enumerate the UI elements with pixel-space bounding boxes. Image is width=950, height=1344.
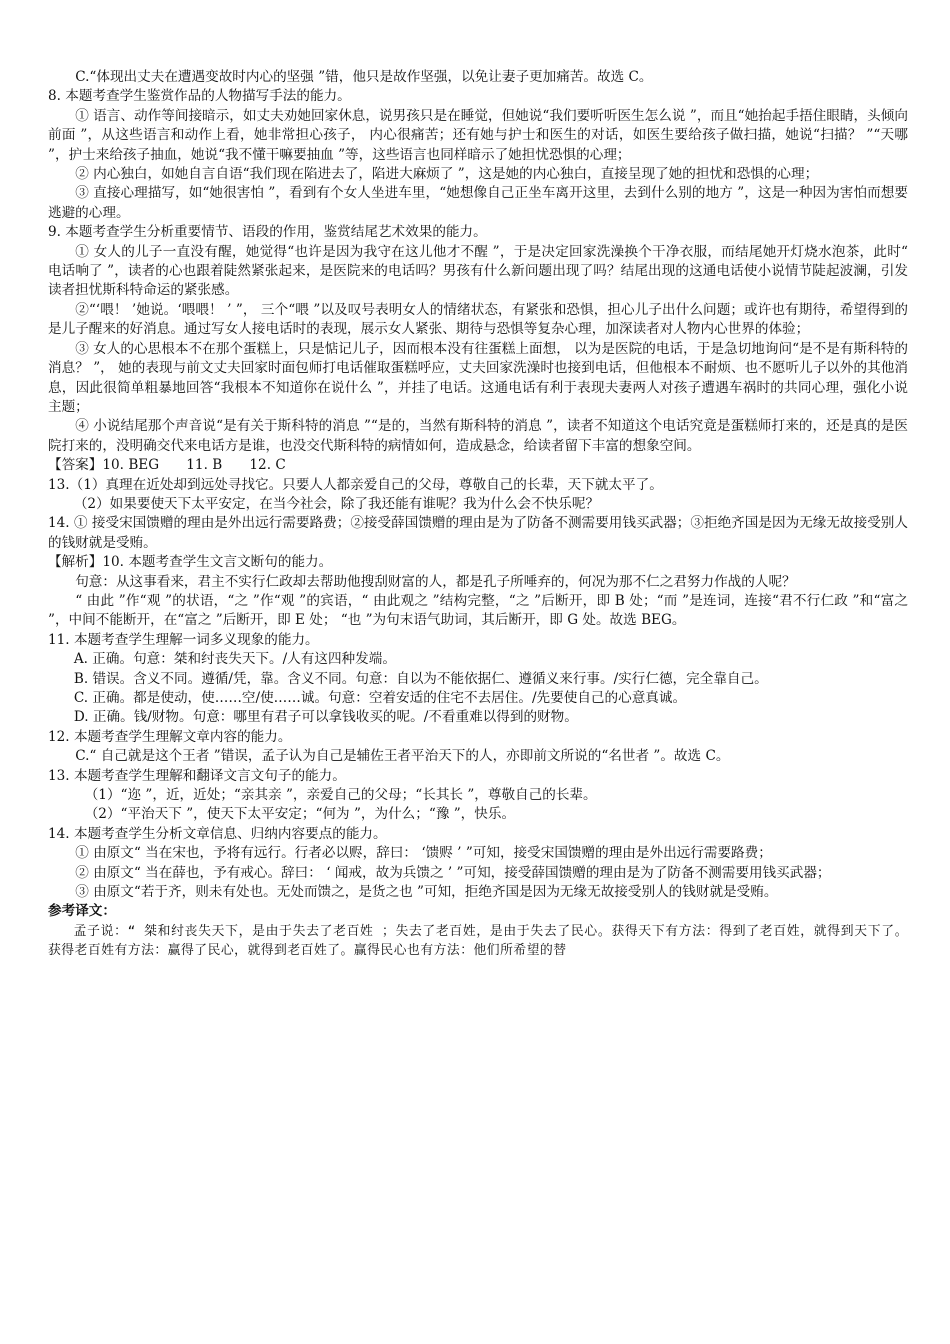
translation-text: 孟子说：“ 桀和纣丧失天下，是由于失去了老百姓 ；失去了老百姓，是由于失去了民心。获得天下有方法：得到了老百姓，就得到天下了。获得老百姓有方法：赢得了民心，就得到老百姓了。赢得民心也有方法：他们所希望的替 bbox=[48, 923, 908, 958]
answer-key-10-12: 【答案】10. BEG 11. B 12. C bbox=[48, 457, 286, 474]
answer-14: 14. ① 接受宋国馈赠的理由是外出远行需要路费；②接受薛国馈赠的理由是为了防备不测需要用钱买武器；③拒绝齐国是因为无缘无故接受别人的钱财就是受贿。 bbox=[48, 515, 908, 551]
answer-13-1: 13.（1）真理在近处却到远处寻找它。只要人人都亲爱自己的父母，尊敬自己的长辈，天下就太平了。 bbox=[48, 476, 663, 493]
q9-point-3: ③ 女人的心思根本不在那个蛋糕上，只是惦记儿子，因而根本没有往蛋糕上面想， 以为是医院的电话，于是急切地询问“是不是有斯科特的消息？ ”， 她的表现与前文丈夫回家时面包师打电话催取蛋糕呼应，丈夫回家洗澡时也接到电话，但他根本不耐烦、也不愿听儿子以外的其他消息，因此很简单粗暴地回答“我根本不知道你在说什么 ”，并挂了电话。这通电话有利于表现夫妻两人对孩子遭遇车祸时的共同心理，强化小说主题； bbox=[48, 340, 908, 415]
analysis-14-point-3: ③ 由原文“若于齐，则未有处也。无处而馈之，是货之也 ”可知，拒绝齐国是因为无缘无故接受别人的钱财就是受贿。 bbox=[75, 884, 778, 901]
analysis-14-point-2: ② 由原文“ 当在薛也，予有戒心。辞曰： ‘ 闻戒，故为兵馈之 ’ ”可知，接受薛国馈赠的理由是为了防备不测需要用钱买武器； bbox=[75, 864, 831, 881]
analysis-11-option-c: C. 正确。都是使动，使……空/使……诚。句意：空着安适的住宅不去居住。/先要使自己的心意真诚。 bbox=[73, 690, 687, 706]
analysis-13-1: （1）“迩 ”，近，近处；“亲其亲 ”，亲爱自己的父母；“长其长 ”，尊敬自己的长辈。 bbox=[84, 787, 597, 804]
q9-point-1: ① 女人的儿子一直没有醒，她觉得“也许是因为我守在这儿他才不醒 ”，于是决定回家洗澡换个干净衣服，而结尾她开灯烧水泡茶，此时“ 电话响了 ”，读者的心也跟着陡然紧张起来，是医院来的电话吗？男孩有什么新问题出现了吗？结尾出现的这通电话使小说情节陡起波澜，引发读者担忧斯科特命运的紧张感。 bbox=[48, 243, 908, 299]
analysis-11-option-d: D. 正确。钱/财物。句意：哪里有君子可以拿钱收买的呢。/不看重难以得到的财物。 bbox=[73, 709, 578, 726]
analysis-12-heading: 12. 本题考查学生理解文章内容的能力。 bbox=[48, 728, 292, 745]
q9-point-2: ②“‘喂！ ’她说。‘喂喂！ ’ ”， 三个“喂 ”以及叹号表明女人的情绪状态，有紧张和恐惧，担心儿子出什么问题；或许也有期待，希望得到的是儿子醒来的好消息。通过写女人接电话时的表现，展示女人紧张、期待与恐惧等复杂心理，加深读者对人物内心世界的体验； bbox=[48, 301, 908, 338]
q9-heading: 9. 本题考查学生分析重要情节、语段的作用，鉴赏结尾艺术效果的能力。 bbox=[48, 224, 487, 241]
translation-heading: 参考译文： bbox=[48, 903, 116, 920]
q8-point-2: ② 内心独白，如她自言自语“我们现在陷进去了，陷进大麻烦了 ”，这是她的内心独白，直接呈现了她的担忧和恐惧的心理； bbox=[75, 166, 819, 183]
analysis-10-heading: 【解析】10. 本题考查学生文言文断句的能力。 bbox=[48, 554, 333, 571]
analysis-11-heading: 11. 本题考查学生理解一词多义现象的能力。 bbox=[48, 631, 319, 648]
q9-point-4: ④ 小说结尾那个声音说“是有关于斯科特的消息 ”“是的，当然有斯科特的消息 ”，读者不知道这个电话究竟是蛋糕师打来的，还是真的是医院打来的，没明确交代来电话方是谁，也没交代斯科特的病情如何，造成悬念，给读者留下丰富的想象空间。 bbox=[48, 418, 908, 454]
analysis-13-2: （2）“平治天下 ”，使天下太平安定；“何为 ”，为什么；“豫 ”，快乐。 bbox=[84, 806, 516, 823]
q8-point-1: ① 语言、动作等间接暗示，如丈夫劝她回家休息，说男孩只是在睡觉，但她说“我们要听听医生怎么说 ”，而且“她抬起手捂住眼睛，头倾向前面 ”，从这些语言和动作上看，她非常担心孩子， 内心很痛苦；还有她与护士和医生的对话，如医生要给孩子做扫描，她说“扫描？ ”“天哪 ”，护士来给孩子抽血，她说“我不懂干嘛要抽血 ”等，这些语言也同样暗示了她担忧恐惧的心理； bbox=[48, 107, 908, 163]
analysis-11-option-a: A. 正确。句意：桀和纣丧失天下。/人有这四种发端。 bbox=[73, 651, 396, 668]
q8-point-3: ③ 直接心理描写，如“她很害怕 ”，看到有个女人坐进车里，“她想像自己正坐车离开这里，去到什么别的地方 ”，这是一种因为害怕而想要逃避的心理。 bbox=[48, 185, 908, 221]
analysis-14-point-1: ① 由原文“ 当在宋也，予将有远行。行者必以赆，辞曰： ‘馈赆 ’ ”可知，接受宋国馈赠的理由是外出远行需要路费； bbox=[75, 845, 772, 862]
q8-heading: 8. 本题考查学生鉴赏作品的人物描写手法的能力。 bbox=[48, 88, 351, 105]
analysis-12-detail: C.“ 自己就是这个王者 ”错误，孟子认为自己是辅佐王者平治天下的人，亦即前文所说的“名世者 ”。故选 C。 bbox=[75, 748, 730, 765]
answer-7c-explanation: C.“体现出丈夫在遭遇变故时内心的坚强 ”错，他只是故作坚强，以免让妻子更加痛苦。故选 C。 bbox=[75, 69, 653, 85]
analysis-14-heading: 14. 本题考查学生分析文章信息、归纳内容要点的能力。 bbox=[48, 825, 387, 842]
document-body bbox=[48, 68, 908, 960]
analysis-10-meaning: 句意：从这事看来，君主不实行仁政却去帮助他搜刮财富的人，都是孔子所唾弃的，何况为那不仁之君努力作战的人呢？ bbox=[75, 573, 796, 590]
analysis-13-heading: 13. 本题考查学生理解和翻译文言文句子的能力。 bbox=[48, 767, 346, 784]
answer-13-2: （2）如果要使天下太平安定，在当今社会，除了我还能有谁呢？我为什么会不快乐呢？ bbox=[73, 495, 600, 512]
analysis-10-detail: “ 由此 ”作“观 ”的状语，“之 ”作“观 ”的宾语，“ 由此观之 ”结构完整，“之 ”后断开，即 B 处；“而 ”是连词，连接“君不行仁政 ”和“富之 ”，中间不能断开，在“富之 ”后断开，即 E 处； “也 ”为句末语气助词，其后断开，即 G 处。故选 BEG。 bbox=[48, 592, 908, 629]
analysis-11-option-b: B. 错误。含义不同。遵循/凭，靠。含义不同。句意：自以为不能依据仁、遵循义来行事。/实行仁德，完全靠自己。 bbox=[73, 670, 768, 687]
